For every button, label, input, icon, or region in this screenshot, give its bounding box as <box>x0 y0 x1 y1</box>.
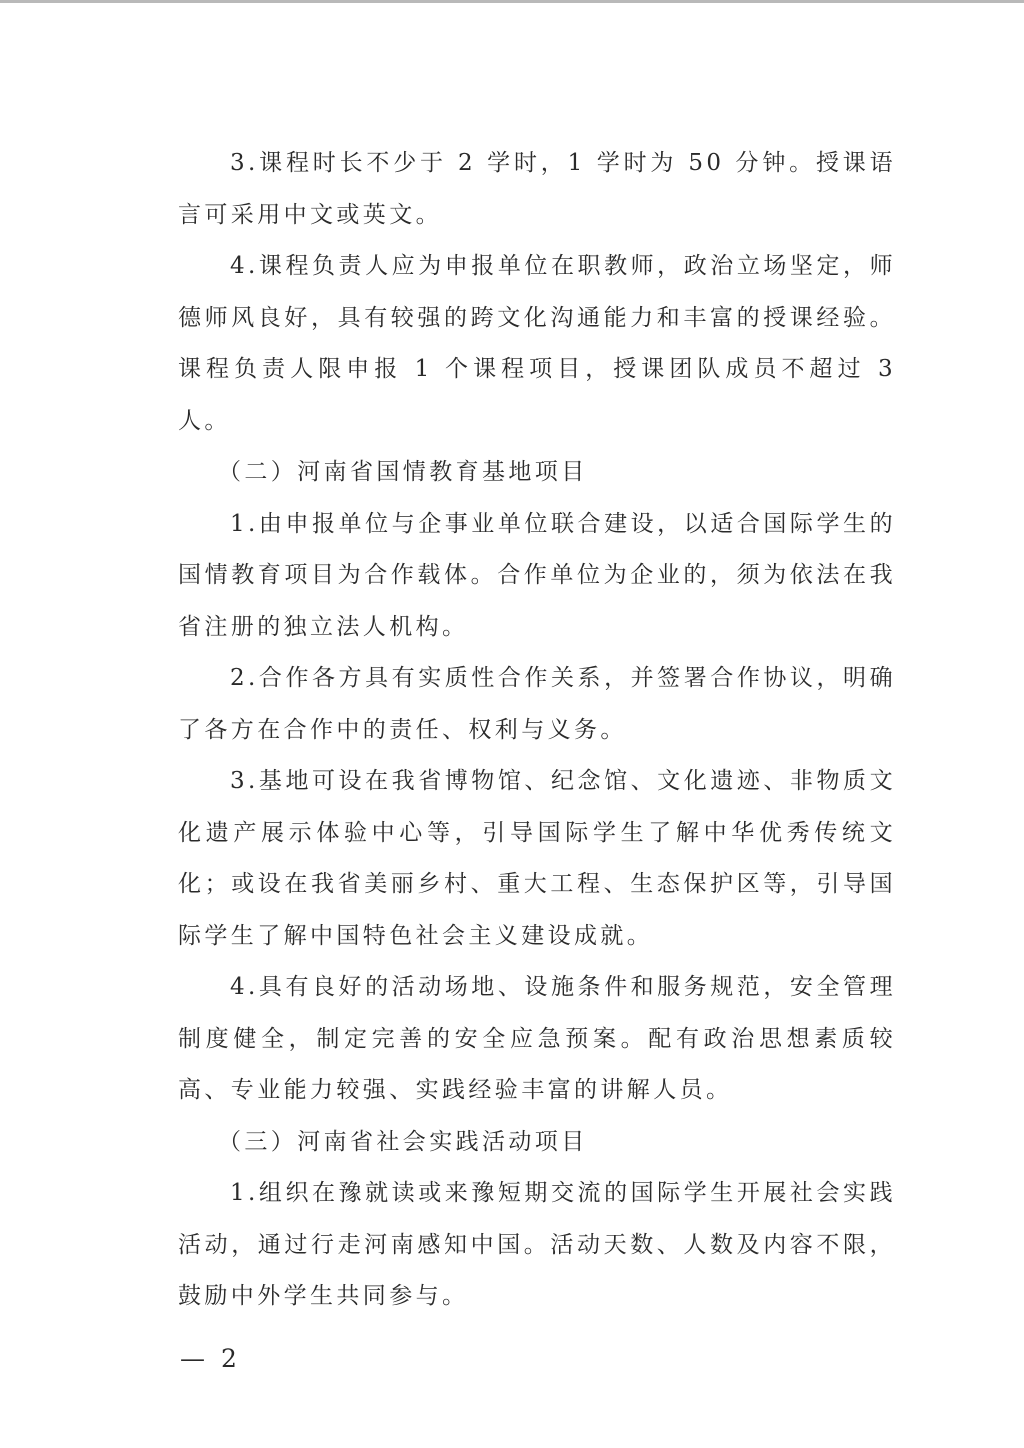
paragraph-course-leader: 4.课程负责人应为申报单位在职教师，政治立场坚定，师德师风良好，具有较强的跨文化沟通能力和丰富的授课经验。课程负责人限申报 1 个课程项目，授课团队成员不超过 3 人。 <box>178 253 896 434</box>
paragraph-facilities-safety: 4.具有良好的活动场地、设施条件和服务规范，安全管理制度健全，制定完善的安全应急预案。配有政治思想素质较高、专业能力较强、实践经验丰富的讲解人员。 <box>178 974 896 1103</box>
section-heading-national-education-base: （二）河南省国情教育基地项目 <box>218 459 588 485</box>
paragraph-base-locations: 3.基地可设在我省博物馆、纪念馆、文化遗迹、非物质文化遗产展示体验中心等，引导国际学生了解中华优秀传统文化；或设在我省美丽乡村、重大工程、生态保护区等，引导国际学生了解中国特色社会主义建设成就。 <box>178 768 896 949</box>
page-top-edge <box>0 0 1024 3</box>
section-heading-social-practice: （三）河南省社会实践活动项目 <box>218 1128 588 1155</box>
paragraph-cooperation-agreement: 2.合作各方具有实质性合作关系，并签署合作协议，明确了各方在合作中的责任、权利与义务。 <box>178 665 896 743</box>
page-number: — 2 <box>180 1344 241 1373</box>
paragraph-social-practice-activities: 1.组织在豫就读或来豫短期交流的国际学生开展社会实践活动，通过行走河南感知中国。活动天数、人数及内容不限，鼓励中外学生共同参与。 <box>178 1180 896 1309</box>
paragraph-base-joint-construction: 1.由申报单位与企事业单位联合建设，以适合国际学生的国情教育项目为合作载体。合作单位为企业的，须为依法在我省注册的独立法人机构。 <box>178 510 896 640</box>
paragraph-course-duration: 3.课程时长不少于 2 学时，1 学时为 50 分钟。授课语言可采用中文或英文。 <box>178 150 896 228</box>
document-body <box>178 138 896 1323</box>
